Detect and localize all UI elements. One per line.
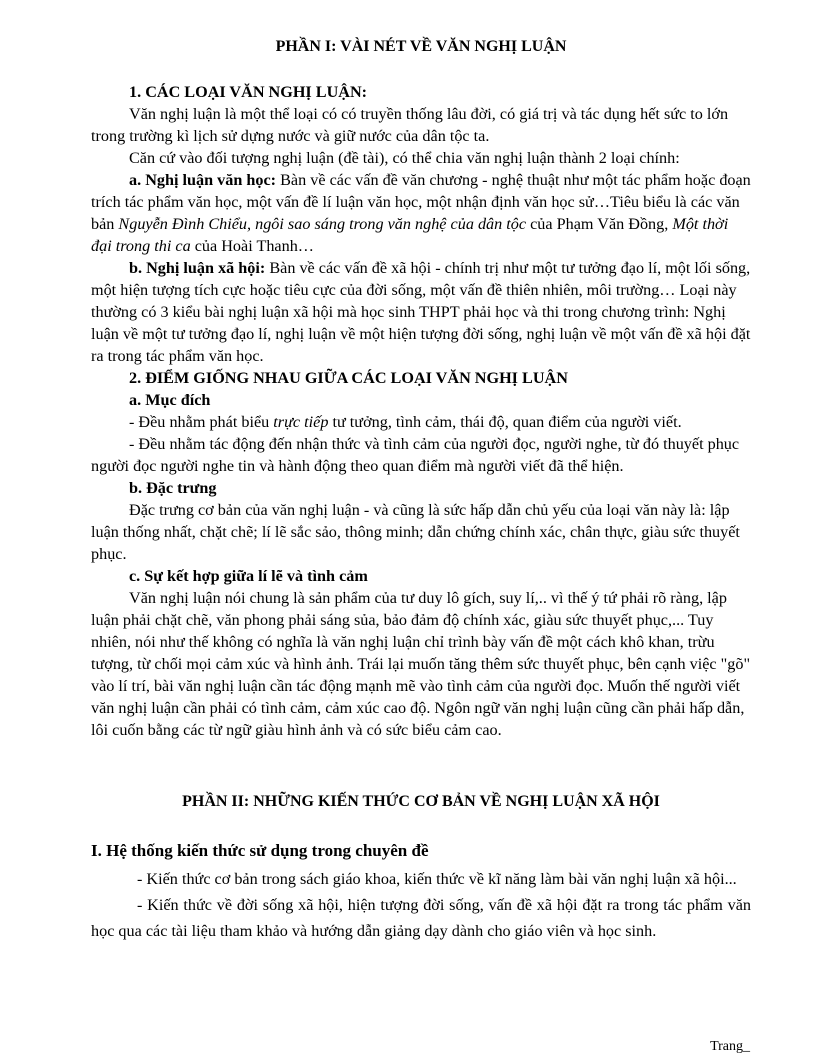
literary-argument-text-3: của Hoài Thanh… <box>190 237 314 255</box>
purpose-text-italic: trực tiếp <box>273 413 329 431</box>
characteristics-heading: b. Đặc trưng <box>129 479 217 497</box>
literary-argument-work-2: Một thời đại trong thi ca <box>91 215 729 255</box>
purpose-text-pre: - Đều nhằm phát biểu <box>129 413 274 431</box>
part2-heading-block <box>91 840 751 862</box>
characteristics-paragraph: Đặc trưng cơ bản của văn nghị luận - và cũng là sức hấp dẫn chủ yếu của loại văn này là: lập luận thống nhất, chặt chẽ; lí lẽ sắc sảo, thông minh; dẫn chứng chính xác, chân thực, giàu sức thuyết phục. <box>91 501 740 563</box>
section1-heading: 1. CÁC LOẠI VĂN NGHỊ LUẬN: <box>129 83 368 101</box>
section2-heading: 2. ĐIỂM GIỐNG NHAU GIỮA CÁC LOẠI VĂN NGHỊ LUẬN <box>129 369 568 387</box>
section1-paragraph-2: Căn cứ vào đối tượng nghị luận (đề tài), có thể chia văn nghị luận thành 2 loại chính: <box>129 149 680 167</box>
purpose-heading: a. Mục đích <box>129 391 211 409</box>
literary-argument-text-2: của Phạm Văn Đồng, <box>526 215 673 233</box>
literary-argument-label: a. Nghị luận văn học: <box>129 171 277 189</box>
part2-title: PHẦN II: NHỮNG KIẾN THỨC CƠ BẢN VỀ NGHỊ LUẬN XÃ HỘI <box>182 793 660 810</box>
purpose-paragraph-2: - Đều nhằm tác động đến nhận thức và tình cảm của người đọc, người nghe, từ đó thuyết phục người đọc người nghe tin và hành động theo quan điểm mà người viết đã thể hiện. <box>91 435 740 475</box>
social-argument-text: Bàn về các vấn đề xã hội - chính trị như một tư tưởng đạo lí, một lối sống, một hiện tượng tích cực hoặc tiêu cực của đời sống, một vấn đề thiên nhiên, môi trường… Loại này thường có 3 kiểu bài nghị luận xã hội mà học sinh THPT phải học và thi trong chương trình: Nghị luận về một tư tưởng đạo lí, nghị luận về một hiện tượng đời sống, nghị luận về một vấn đề xã hội đặt ra trong tác phẩm văn học. <box>91 259 751 365</box>
literary-argument-paragraph <box>91 169 751 257</box>
purpose-text-post: tư tưởng, tình cảm, thái độ, quan điểm của người viết. <box>328 413 682 431</box>
social-argument-label: b. Nghị luận xã hội: <box>129 259 266 277</box>
part1-title: PHẦN I: VÀI NÉT VỀ VĂN NGHỊ LUẬN <box>275 38 567 55</box>
part2-paragraph-2: - Kiến thức về đời sống xã hội, hiện tượng đời sống, vấn đề xã hội đặt ra trong tác phẩm văn học qua các tài liệu tham khảo và hướng dẫn giảng dạy dành cho giáo viên và học sinh. <box>91 896 751 940</box>
literary-argument-text-1: Bàn về các vấn đề văn chương - nghệ thuật như một tác phẩm hoặc đoạn trích tác phẩm văn học, một vấn đề lí luận văn học, một nhận định văn học sử…Tiêu biểu là các văn bản <box>91 171 751 233</box>
section1-paragraph-1: Văn nghị luận là một thể loại có có truyền thống lâu đời, có giá trị và tác dụng hết sức to lớn trong trường kì lịch sử dựng nước và giữ nước của dân tộc ta. <box>91 105 729 145</box>
reason-emotion-paragraph: Văn nghị luận nói chung là sản phẩm của tư duy lô gích, suy lí,.. vì thế ý tứ phải rõ ràng, lập luận phải chặt chẽ, văn phong phải sáng sủa, bảo đảm độ chính xác, giàu sức thuyết phục,... Tuy nhiên, nói như thế không có nghĩa là văn nghị luận chỉ trình bày vấn đề một cách khô khan, trừu tượng, từ chối mọi cảm xúc và hình ảnh. Trái lại muốn tăng thêm sức thuyết phục, bên cạnh việc "gõ" vào lí trí, bài văn nghị luận cần tác động mạnh mẽ vào tình cảm của người đọc. Muốn thế người viết văn nghị luận cần phải có tình cảm, cảm xúc cao độ. Ngôn ngữ văn nghị luận cũng cần phải hấp dẫn, lôi cuốn bằng các từ ngữ giàu hình ảnh và có sức biểu cảm cao. <box>91 589 751 739</box>
page-number-label: Trang_ <box>710 1039 750 1054</box>
social-argument-paragraph <box>91 257 751 367</box>
part1-body <box>91 81 751 741</box>
purpose-paragraph-1 <box>91 411 751 433</box>
reason-emotion-heading: c. Sự kết hợp giữa lí lẽ và tình cảm <box>129 567 368 585</box>
literary-argument-work-1: Nguyễn Đình Chiểu, ngôi sao sáng trong văn nghệ của dân tộc <box>118 215 527 233</box>
part2-body <box>91 866 751 944</box>
part2-paragraph-1: - Kiến thức cơ bản trong sách giáo khoa, kiến thức về kĩ năng làm bài văn nghị luận xã hội... <box>137 870 737 888</box>
part2-section1-heading: I. Hệ thống kiến thức sử dụng trong chuyên đề <box>91 841 429 860</box>
